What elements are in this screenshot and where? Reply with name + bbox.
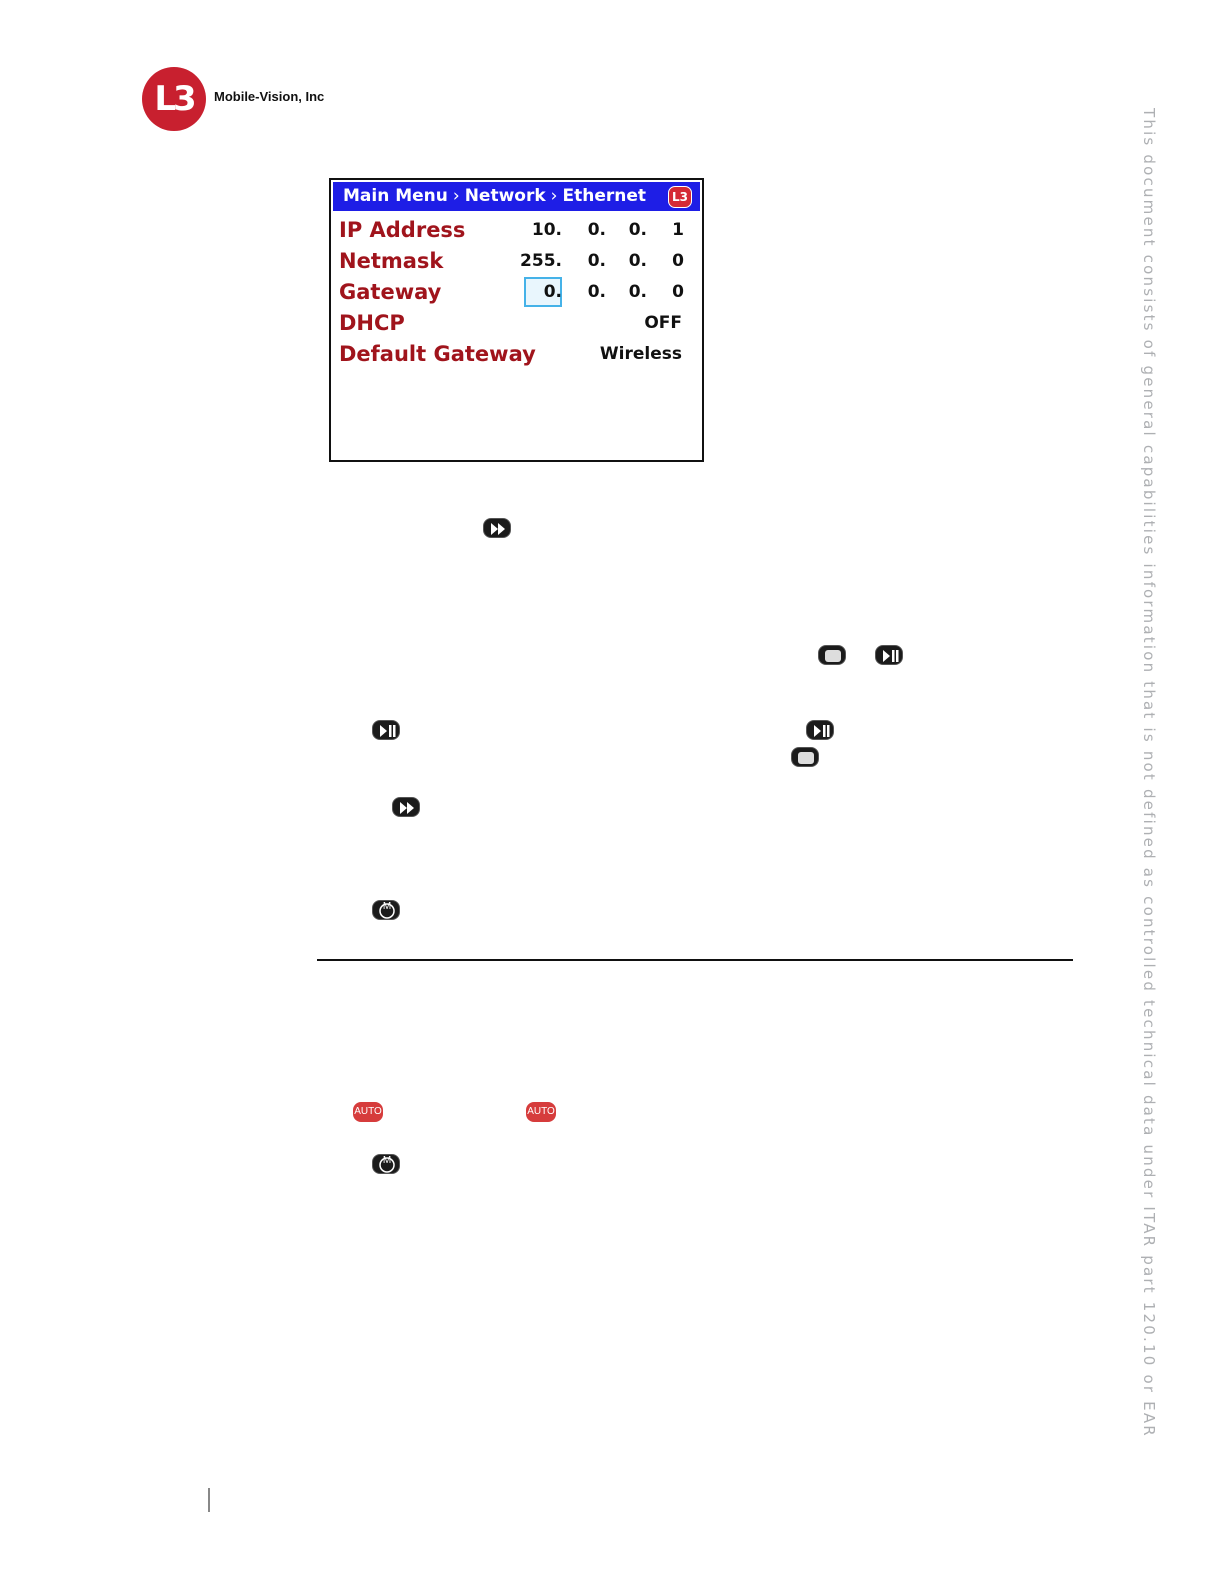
breadcrumb-main-menu[interactable]: Main Menu <box>343 186 448 206</box>
auto-button-icon: AUTO <box>353 1102 383 1122</box>
screen-breadcrumb <box>333 182 700 211</box>
ip-octet-2[interactable]: 0. <box>587 220 606 240</box>
gateway-octet-2[interactable]: 0. <box>587 282 606 302</box>
footer-marker <box>208 1488 210 1512</box>
play-pause-button-icon <box>372 720 400 740</box>
menu-button-label: M <box>382 1155 392 1166</box>
stop-button-icon <box>818 645 846 665</box>
gateway-octet-1[interactable]: 0. <box>543 282 562 302</box>
l3-badge-icon: L3 <box>668 186 692 208</box>
netmask-label: Netmask <box>339 249 444 273</box>
breadcrumb-ethernet: Ethernet <box>562 186 646 206</box>
breadcrumb-separator: › <box>452 186 460 206</box>
stop-button-icon <box>791 747 819 767</box>
auto-button-icon: AUTO <box>526 1102 556 1122</box>
menu-button-icon <box>372 900 400 920</box>
dhcp-label: DHCP <box>339 311 405 335</box>
netmask-octet-3[interactable]: 0. <box>628 251 647 271</box>
netmask-octet-2[interactable]: 0. <box>587 251 606 271</box>
play-pause-button-icon <box>806 720 834 740</box>
company-name: Mobile-Vision, Inc <box>214 89 325 104</box>
breadcrumb-network[interactable]: Network <box>464 186 546 206</box>
export-control-notice: This document consists of general capabilities information that is not defined as controlled technical data under ITAR part 120.10 or EAR <box>1140 108 1158 1438</box>
menu-button-icon <box>372 1154 400 1174</box>
dhcp-value[interactable]: OFF <box>644 313 682 333</box>
default-gateway-row[interactable] <box>339 340 682 368</box>
ip-address-row[interactable] <box>339 216 682 244</box>
default-gateway-value[interactable]: Wireless <box>599 344 682 364</box>
section-divider <box>317 959 1073 961</box>
dvr-screen <box>329 178 704 462</box>
dhcp-row[interactable] <box>339 309 682 337</box>
l3-logo-icon <box>142 67 206 131</box>
gateway-label: Gateway <box>339 280 442 304</box>
ip-octet-3[interactable]: 0. <box>628 220 647 240</box>
ip-address-label: IP Address <box>339 218 466 242</box>
breadcrumb-separator: › <box>550 186 558 206</box>
menu-button-label: M <box>382 901 392 912</box>
fast-forward-button-icon <box>392 797 420 817</box>
company-logo <box>142 67 342 131</box>
gateway-octet-4[interactable]: 0 <box>672 282 684 302</box>
netmask-row[interactable] <box>339 247 682 275</box>
gateway-octet-3[interactable]: 0. <box>628 282 647 302</box>
netmask-octet-4[interactable]: 0 <box>672 251 684 271</box>
fast-forward-button-icon <box>483 518 511 538</box>
gateway-row[interactable] <box>339 278 682 306</box>
netmask-octet-1[interactable]: 255. <box>520 251 562 271</box>
ip-octet-1[interactable]: 10. <box>531 220 562 240</box>
ip-octet-4[interactable]: 1 <box>672 220 684 240</box>
logo-mark-text: L3 <box>154 79 194 119</box>
default-gateway-label: Default Gateway <box>339 342 536 366</box>
play-pause-button-icon <box>875 645 903 665</box>
